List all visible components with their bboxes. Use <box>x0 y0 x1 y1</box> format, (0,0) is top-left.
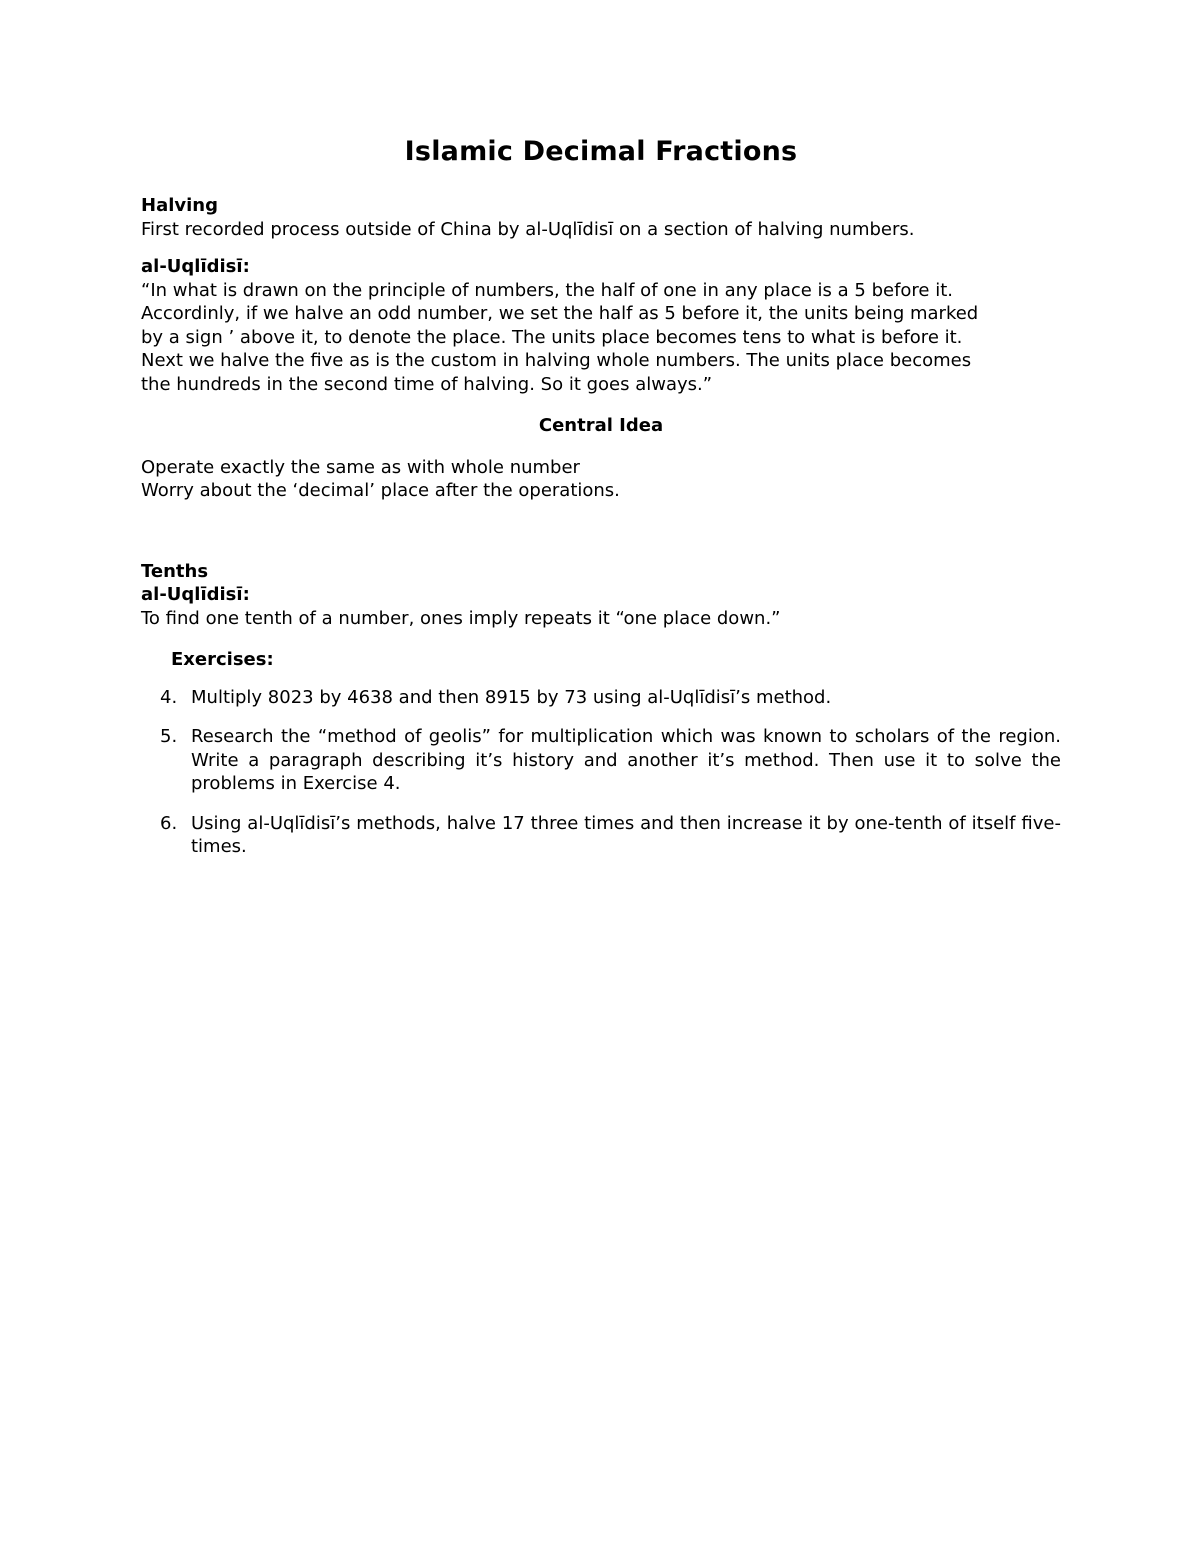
exercise-item <box>141 725 1061 796</box>
spacer <box>141 241 1061 255</box>
exercise-number: 6. <box>160 812 178 834</box>
halving-heading: Halving <box>141 195 218 216</box>
quote-attribution-heading: al-Uqlīdisī: <box>141 256 250 277</box>
central-idea-line: Operate exactly the same as with whole number <box>141 456 580 478</box>
spacer <box>141 503 1061 560</box>
central-idea-line: Worry about the ‘decimal’ place after the operations. <box>141 480 620 501</box>
exercise-number: 4. <box>160 686 178 708</box>
quote-line: “In what is drawn on the principle of numbers, the half of one in any place is a 5 before it. <box>141 279 954 301</box>
exercise-item <box>141 686 1061 710</box>
spacer <box>141 630 1061 648</box>
exercises-heading: Exercises: <box>171 649 274 670</box>
quote-line: Next we halve the five as is the custom in halving whole numbers. The units place becomes <box>141 350 972 371</box>
exercise-text: Using al-Uqlīdisī’s methods, halve 17 three times and then increase it by one-tenth of itself five-times. <box>191 812 1061 857</box>
spacer <box>141 438 1061 456</box>
quote-block <box>141 279 1061 397</box>
central-idea-heading: Central Idea <box>538 415 664 436</box>
quote-line: Accordinly, if we halve an odd number, we set the half as 5 before it, the units being marked <box>141 303 979 324</box>
tenths-heading: Tenths <box>141 560 209 582</box>
document-body <box>141 132 1061 875</box>
quote-line: the hundreds in the second time of halving. So it goes always.” <box>141 373 713 395</box>
exercise-text: Research the “method of geolis” for multiplication which was known to scholars of the region. Write a paragraph describing it’s history and another it’s method. Then use it to solve the problems in Exercise 4. <box>191 726 1061 794</box>
spacer <box>141 396 1061 414</box>
halving-intro: First recorded process outside of China by al-Uqlīdisī on a section of halving numbers. <box>141 218 915 240</box>
exercise-item <box>141 812 1061 859</box>
tenths-text: To find one tenth of a number, ones imply repeats it “one place down.” <box>141 607 781 629</box>
exercise-text: Multiply 8023 by 4638 and then 8915 by 73 using al-Uqlīdisī’s method. <box>191 686 832 708</box>
quote-line: by a sign ’ above it, to denote the place. The units place becomes tens to what is before it. <box>141 326 963 348</box>
exercise-list <box>141 686 1061 859</box>
exercise-number: 5. <box>160 726 178 747</box>
document-title: Islamic Decimal Fractions <box>404 136 798 167</box>
tenths-quote-heading: al-Uqlīdisī: <box>141 584 250 605</box>
